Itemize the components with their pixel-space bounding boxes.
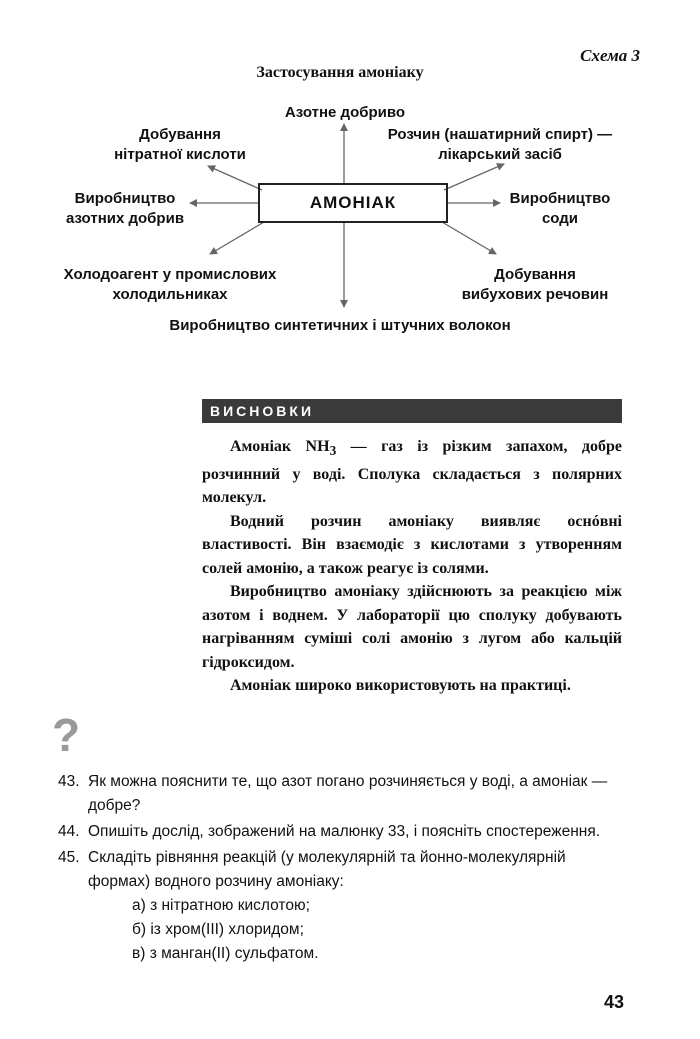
node-explosives [440,265,630,305]
questions-list [58,770,628,968]
conclusion-paragraph: Виробництво амоніаку здійснюють за реакцією між азотом і воднем. У лабораторії цю сполуку добувають нагріванням суміші солі амонію з лугом або кальцій гідроксидом. [202,583,622,671]
conclusions-text [202,435,622,698]
node-fibers-text: Виробництво синтетичних і штучних волокон [169,317,511,334]
question-text: Опишіть дослід, зображений на малюнку 33, і поясніть спостереження. [88,823,601,840]
question-option-c: в) з манган(ІІ) сульфатом. [132,945,319,962]
question-mark-icon: ? [52,709,81,761]
node-fertilizer-production-line2: азотних добрив [65,210,185,227]
node-ammonia-solution-line1: Розчин (нашатирний спирт) — [387,126,613,143]
question-text: Складіть рівняння реакцій (у молекулярній та йонно-молекулярній формах) водного розчину амоніаку: [88,849,566,890]
conclusion-paragraph: Водний розчин амоніаку виявляє оснóвні властивості. Він взаємодіє з кислотами з утворенням солей амонію, а також реагує із солями. [202,512,622,577]
node-soda-production-line1: Виробництво [509,190,611,207]
node-refrigerant-line2: холодильниках [112,286,228,303]
node-fertilizer-production-line1: Виробництво [74,190,176,207]
arrow-bottom-right [442,222,496,254]
question-45 [58,846,628,966]
node-nitric-acid-line1: Добування [139,126,221,143]
diagram-arrows [0,0,700,360]
node-ammonia-solution [365,125,635,165]
node-explosives-line2: вибухових речовин [461,286,609,303]
ammonia-center-box: АМОНІАК [258,183,448,223]
conclusion-p1-start: Амоніак NH [230,438,330,455]
node-nitrogen-fertilizer-text: Азотне добриво [284,104,406,121]
conclusion-paragraph: Амоніак широко використовують на практиці. [230,677,571,695]
formula-subscript: 3 [329,443,337,459]
node-soda-production [500,189,620,229]
node-refrigerant [50,265,290,305]
node-refrigerant-line1: Холодоагент у промислових [63,266,277,283]
node-soda-production-line2: соди [541,210,579,227]
node-nitric-acid-line2: нітратної кислоти [114,146,246,163]
node-fibers [140,316,540,336]
arrow-top-left [208,166,262,190]
question-option-b: б) із хром(ІІІ) хлоридом; [132,921,304,938]
scheme-label: Схема 3 [580,46,640,65]
question-option-a: а) з нітратною кислотою; [132,897,310,914]
diagram-title: Застосування амоніаку [256,64,424,81]
page-number: 43 [603,992,624,1012]
node-explosives-line1: Добування [494,266,576,283]
node-ammonia-solution-line2: лікарський засіб [438,146,562,163]
arrow-bottom-left [210,222,264,254]
question-number: 43. [58,773,80,790]
conclusion-p1-end: — газ із різким запахом, добре розчинний у воді. Сполука складається з полярних молекул. [202,438,623,507]
question-43 [58,770,628,818]
conclusions-heading: ВИСНОВКИ [202,399,622,423]
question-number: 45. [58,849,80,866]
node-nitrogen-fertilizer-production [50,189,200,229]
question-number: 44. [58,823,80,840]
question-text: Як можна пояснити те, що азот погано розчиняється у воді, а амоніак — добре? [88,773,608,814]
node-nitric-acid [90,125,270,165]
conclusion-paragraph [202,435,622,510]
arrow-top-right [444,164,504,190]
node-nitrogen-fertilizer [270,103,420,123]
question-44 [58,820,628,844]
